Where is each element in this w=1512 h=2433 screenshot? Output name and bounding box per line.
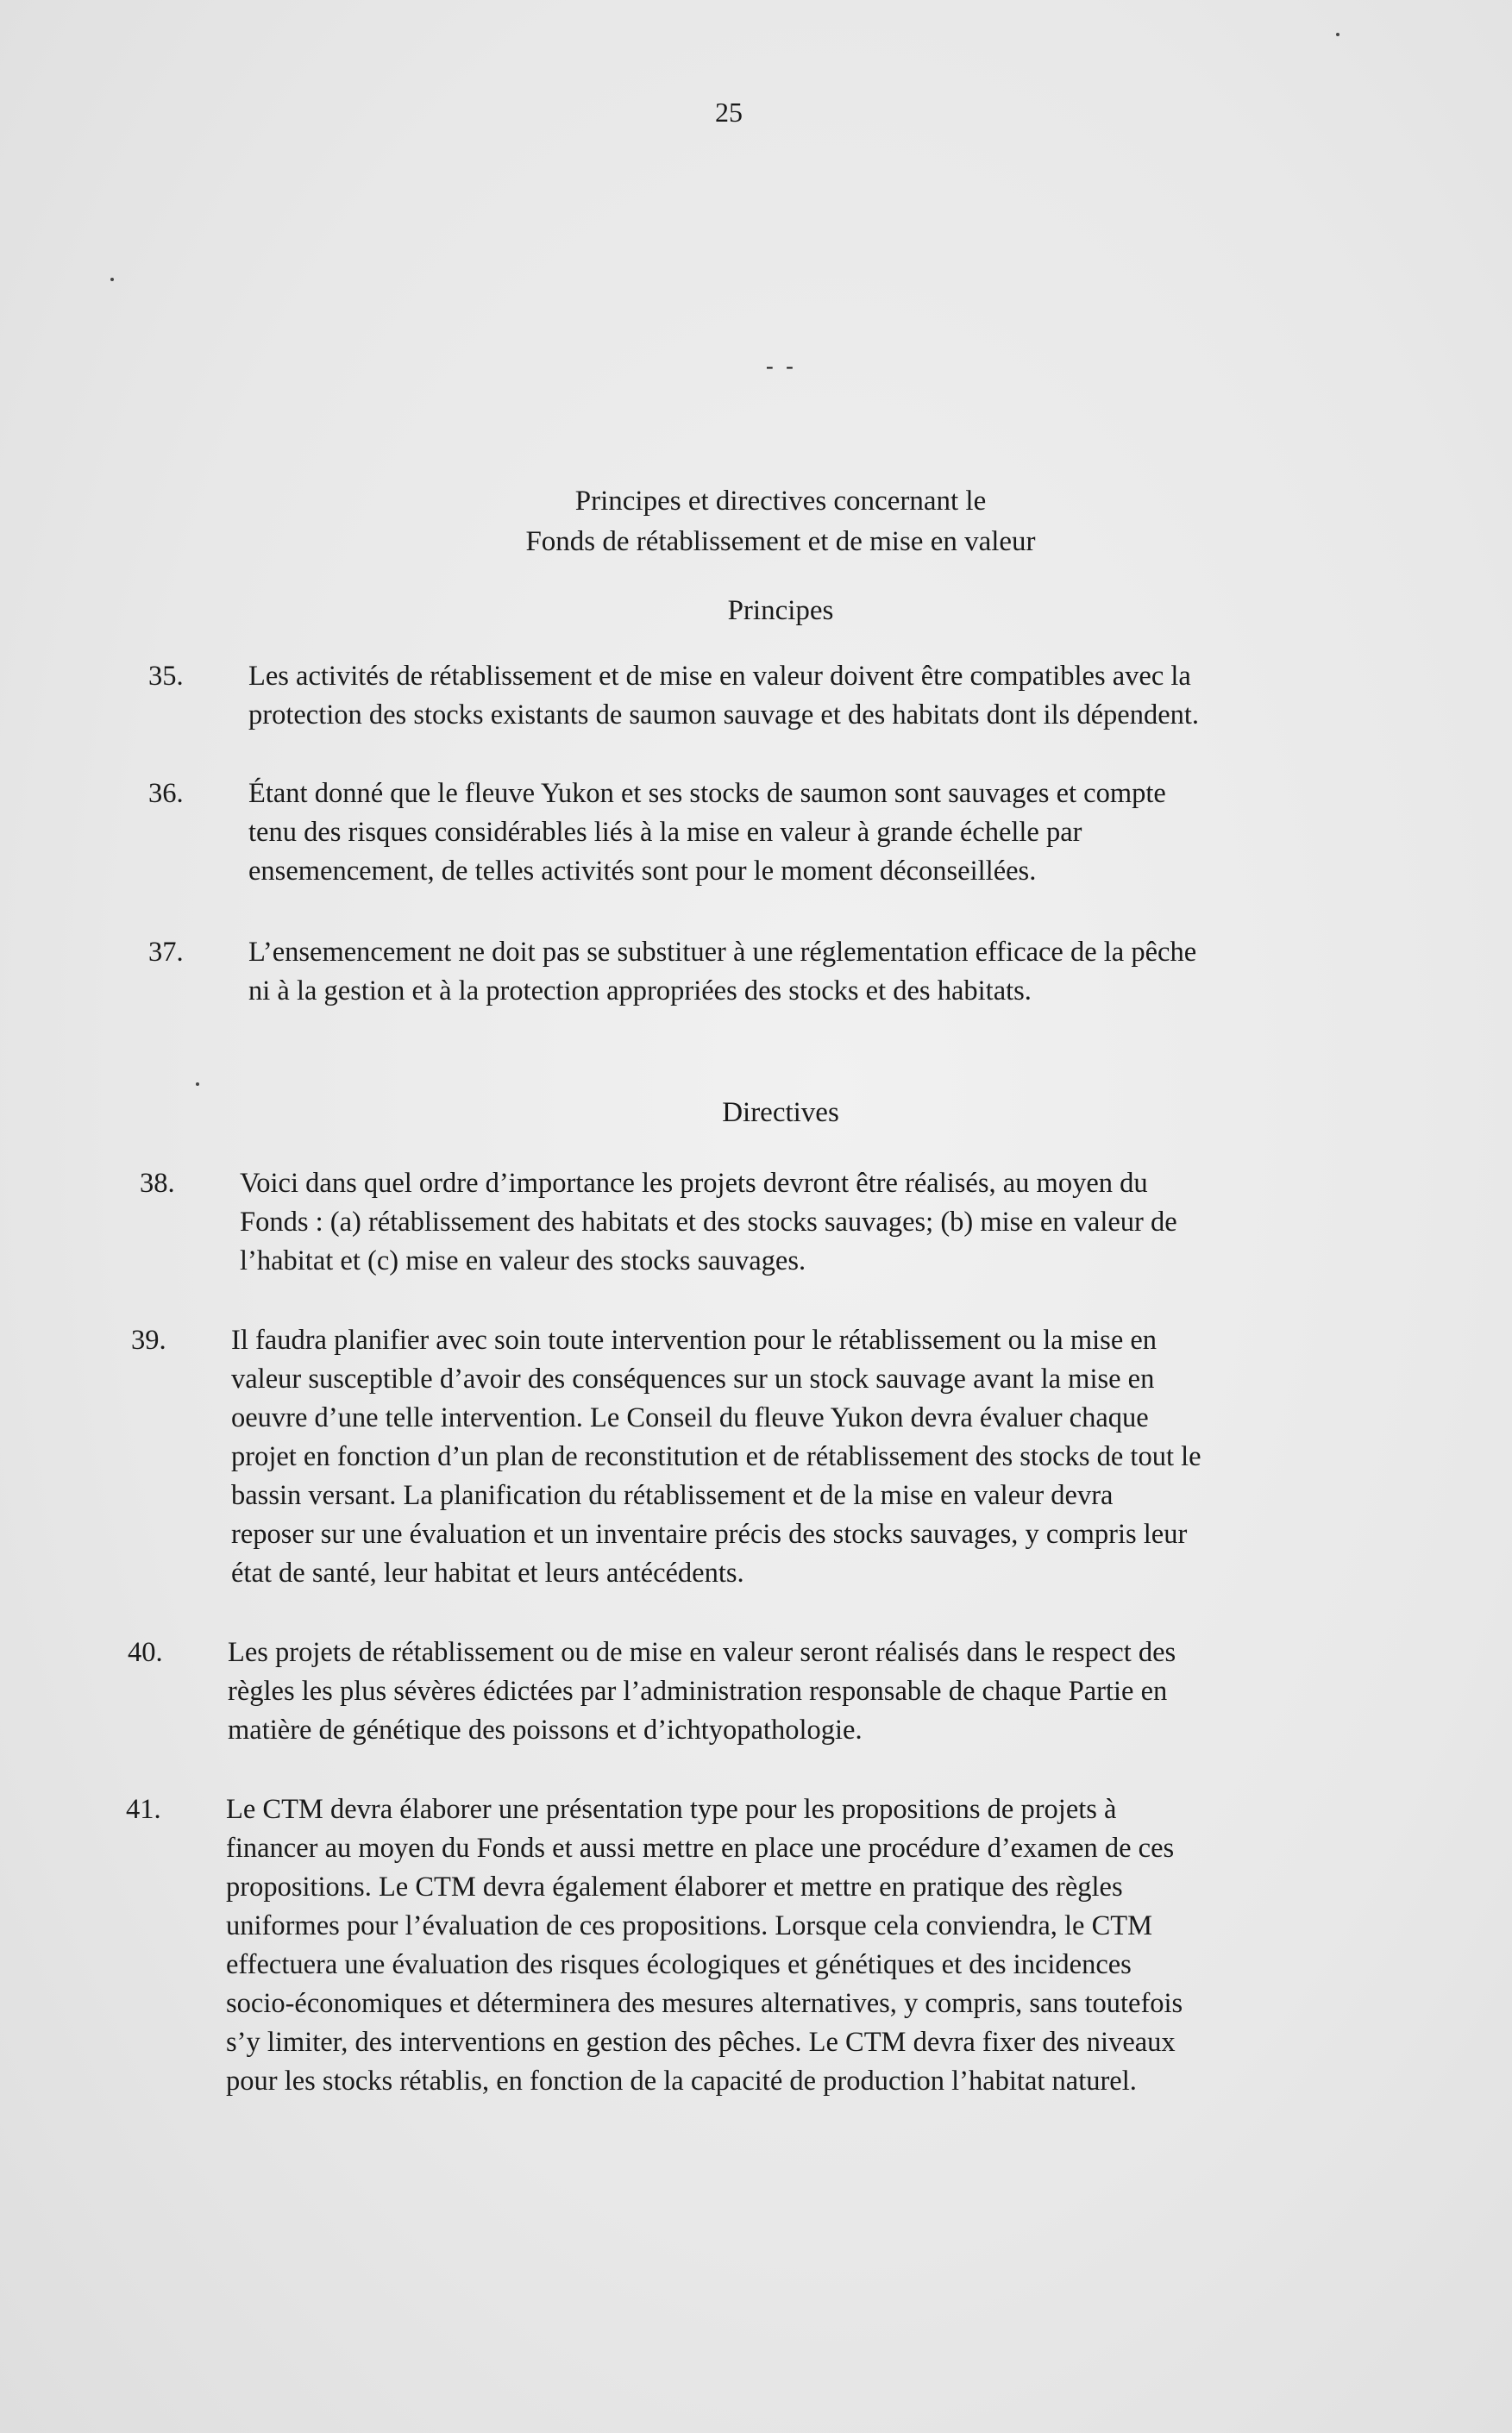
section-heading-directives: Directives	[722, 1097, 839, 1128]
paragraph-line: Étant donné que le fleuve Yukon et ses stocks de saumon sont sauvages et compte	[248, 778, 1166, 809]
paragraph-number: 40.	[128, 1637, 163, 1668]
paragraph-line: tenu des risques considérables liés à la mise en valeur à grande échelle par	[248, 817, 1082, 848]
paragraph-37	[148, 933, 1404, 1011]
paragraph-38	[140, 1164, 1404, 1281]
document-title	[0, 481, 1512, 562]
paragraph-line: valeur susceptible d’avoir des conséquences sur un stock sauvage avant la mise en	[231, 1364, 1155, 1395]
paragraph-36	[148, 774, 1404, 891]
paragraph-line: règles les plus sévères édictées par l’administration responsable de chaque Partie en	[228, 1676, 1168, 1707]
paragraph-line: état de santé, leur habitat et leurs antécédents.	[231, 1558, 744, 1589]
scan-speck	[196, 1082, 199, 1086]
paragraph-35	[148, 657, 1404, 735]
paragraph-line: oeuvre d’une telle intervention. Le Conseil du fleuve Yukon devra évaluer chaque	[231, 1402, 1149, 1433]
paragraph-line: financer au moyen du Fonds et aussi mettre en place une procédure d’examen de ces	[226, 1833, 1175, 1864]
paragraph-line: pour les stocks rétablis, en fonction de la capacité de production l’habitat naturel.	[226, 2066, 1137, 2097]
paragraph-number: 35.	[148, 661, 184, 692]
paragraph-line: reposer sur une évaluation et un inventaire précis des stocks sauvages, y compris leur	[231, 1519, 1188, 1550]
page-number: 25	[715, 97, 743, 128]
paragraph-line: s’y limiter, des interventions en gestion des pêches. Le CTM devra fixer des niveaux	[226, 2027, 1176, 2058]
paragraph-line: Voici dans quel ordre d’importance les projets devront être réalisés, au moyen du	[240, 1168, 1148, 1199]
scan-speck	[110, 278, 114, 281]
separator-dashes: - -	[766, 354, 797, 379]
scan-speck	[1336, 33, 1339, 36]
paragraph-number: 38.	[140, 1168, 175, 1199]
paragraph-line: Les projets de rétablissement ou de mise en valeur seront réalisés dans le respect des	[228, 1637, 1176, 1668]
paragraph-line: propositions. Le CTM devra également élaborer et mettre en pratique des règles	[226, 1872, 1123, 1903]
paragraph-line: protection des stocks existants de saumon sauvage et des habitats dont ils dépendent.	[248, 699, 1200, 731]
paragraph-number: 37.	[148, 937, 184, 968]
paragraph-line: projet en fonction d’un plan de reconstitution et de rétablissement des stocks de tout le	[231, 1441, 1201, 1472]
paragraph-line: ni à la gestion et à la protection appropriées des stocks et des habitats.	[248, 975, 1032, 1006]
paragraph-39	[131, 1321, 1421, 1593]
paragraph-41	[126, 1790, 1416, 2101]
paragraph-line: bassin versant. La planification du rétablissement et de la mise en valeur devra	[231, 1480, 1114, 1511]
paragraph-line: socio-économiques et déterminera des mesures alternatives, y compris, sans toutefois	[226, 1988, 1183, 2019]
paragraph-line: L’ensemencement ne doit pas se substituer à une réglementation efficace de la pêche	[248, 937, 1197, 968]
paragraph-line: Le CTM devra élaborer une présentation type pour les propositions de projets à	[226, 1794, 1117, 1825]
paragraph-line: Fonds : (a) rétablissement des habitats et des stocks sauvages; (b) mise en valeur de	[240, 1207, 1177, 1238]
paragraph-number: 36.	[148, 778, 184, 809]
section-heading-principes: Principes	[727, 595, 834, 626]
title-line-1: Principes et directives concernant le	[574, 486, 987, 517]
paragraph-line: ensemencement, de telles activités sont pour le moment déconseillées.	[248, 856, 1037, 887]
paragraph-line: l’habitat et (c) mise en valeur des stocks sauvages.	[240, 1245, 806, 1276]
paragraph-line: Les activités de rétablissement et de mise en valeur doivent être compatibles avec la	[248, 661, 1191, 692]
paragraph-line: Il faudra planifier avec soin toute intervention pour le rétablissement ou la mise en	[231, 1325, 1158, 1356]
paragraph-line: matière de génétique des poissons et d’ichtyopathologie.	[228, 1715, 863, 1746]
paragraph-40	[128, 1633, 1418, 1750]
paragraph-number: 41.	[126, 1794, 161, 1825]
paragraph-line: uniformes pour l’évaluation de ces propositions. Lorsque cela conviendra, le CTM	[226, 1910, 1153, 1941]
title-line-2: Fonds de rétablissement et de mise en valeur	[525, 526, 1036, 557]
paragraph-line: effectuera une évaluation des risques écologiques et génétiques et des incidences	[226, 1949, 1132, 1980]
paragraph-number: 39.	[131, 1325, 166, 1356]
